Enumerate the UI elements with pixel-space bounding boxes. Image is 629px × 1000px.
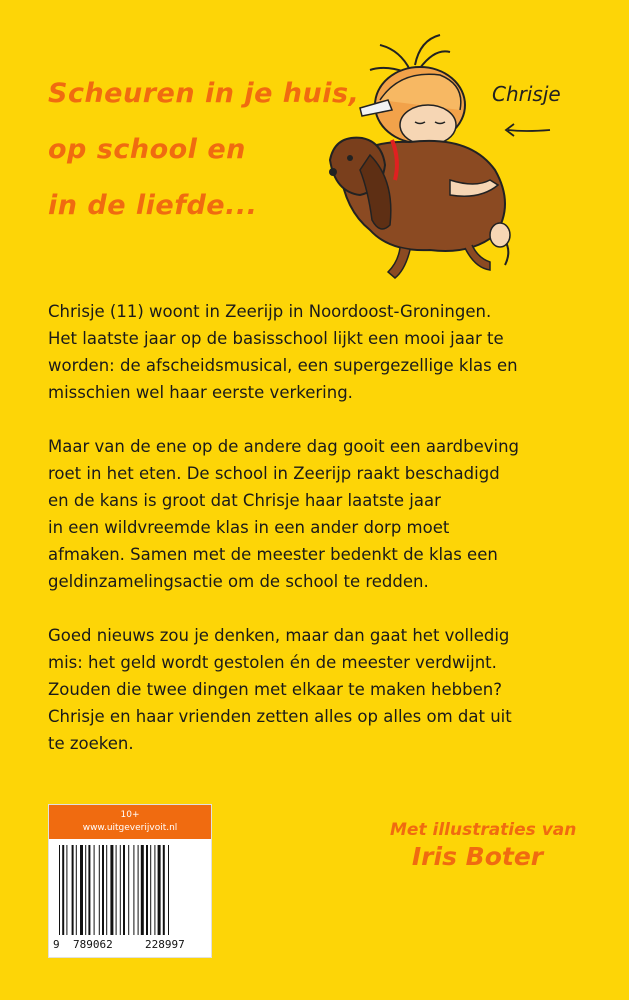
- barcode-digit-group-left: 789062: [73, 938, 113, 951]
- credit-intro: Met illustraties van: [390, 820, 577, 840]
- blurb-paragraph: [48, 622, 593, 757]
- blurb-line: roet in het eten. De school in Zeerijp raakt beschadigd: [48, 464, 500, 483]
- barcode-bar: [138, 845, 139, 935]
- barcode-block: [48, 804, 212, 958]
- blurb-line: Maar van de ene op de andere dag gooit een aardbeving: [48, 437, 519, 456]
- barcode-bar: [141, 845, 144, 935]
- barcode-bar: [110, 845, 113, 935]
- barcode-bar: [150, 845, 151, 935]
- publisher-website: www.uitgeverijvoit.nl: [82, 823, 178, 833]
- barcode-bar: [102, 845, 104, 935]
- barcode-bar: [106, 845, 107, 935]
- barcode-bar: [85, 845, 86, 935]
- barcode-bar: [72, 845, 74, 935]
- illustrator-name: Iris Boter: [411, 842, 544, 871]
- barcode-bar: [99, 845, 100, 935]
- barcode-bar: [163, 845, 165, 935]
- character-label: Chrisje: [492, 82, 561, 106]
- barcode-bar: [158, 845, 161, 935]
- barcode-bar: [133, 845, 134, 935]
- barcode-digit-prefix: 9: [53, 938, 60, 951]
- barcode-digit-group-right: 228997: [145, 938, 185, 951]
- blurb-paragraph: [48, 433, 593, 595]
- barcode-bar: [128, 845, 129, 935]
- barcode-header: [49, 805, 211, 839]
- girl-with-dog-illustration: [300, 30, 590, 290]
- blurb-line: worden: de afscheidsmusical, een supergezellige klas en: [48, 356, 518, 375]
- blurb-line: Chrisje (11) woont in Zeerijp in Noordoost-Groningen.: [48, 302, 492, 321]
- illustrator-credit: [390, 820, 577, 871]
- blurb-line: afmaken. Samen met de meester bedenkt de klas een: [48, 545, 498, 564]
- barcode-bar: [76, 845, 77, 935]
- barcode-bar: [123, 845, 125, 935]
- blurb-line: en de kans is groot dat Chrisje haar laatste jaar: [48, 491, 441, 510]
- blurb-line: in een wildvreemde klas in een ander dorp moet: [48, 518, 450, 537]
- blurb-line: Het laatste jaar op de basisschool lijkt een mooi jaar te: [48, 329, 504, 348]
- barcode-bar: [59, 845, 60, 935]
- barcode-bar: [62, 845, 64, 935]
- blurb-line: geldinzamelingsactie om de school te redden.: [48, 572, 429, 591]
- age-rating: 10+: [120, 810, 140, 820]
- barcode-bars: [57, 845, 203, 937]
- barcode-bar: [168, 845, 169, 935]
- blurb-line: mis: het geld wordt gestolen én de meester verdwijnt.: [48, 653, 497, 672]
- blurb-line: Goed nieuws zou je denken, maar dan gaat het volledig: [48, 626, 510, 645]
- blurb-line: Chrisje en haar vrienden zetten alles op alles om dat uit: [48, 707, 512, 726]
- barcode-bar: [80, 845, 83, 935]
- blurb: [48, 298, 593, 784]
- blurb-line: Zouden die twee dingen met elkaar te maken hebben?: [48, 680, 502, 699]
- tagline-line: op school en: [48, 134, 246, 165]
- barcode-bar: [120, 845, 121, 935]
- barcode-bar: [154, 845, 155, 935]
- barcode-bar: [146, 845, 148, 935]
- tagline-line: in de liefde...: [48, 190, 258, 221]
- barcode-bar: [94, 845, 95, 935]
- barcode-bar: [116, 845, 117, 935]
- blurb-line: te zoeken.: [48, 734, 134, 753]
- barcode-bar: [88, 845, 90, 935]
- tagline-line: Scheuren in je huis,: [48, 78, 360, 109]
- blurb-paragraph: [48, 298, 593, 406]
- barcode-bar: [66, 845, 67, 935]
- blurb-line: misschien wel haar eerste verkering.: [48, 383, 353, 402]
